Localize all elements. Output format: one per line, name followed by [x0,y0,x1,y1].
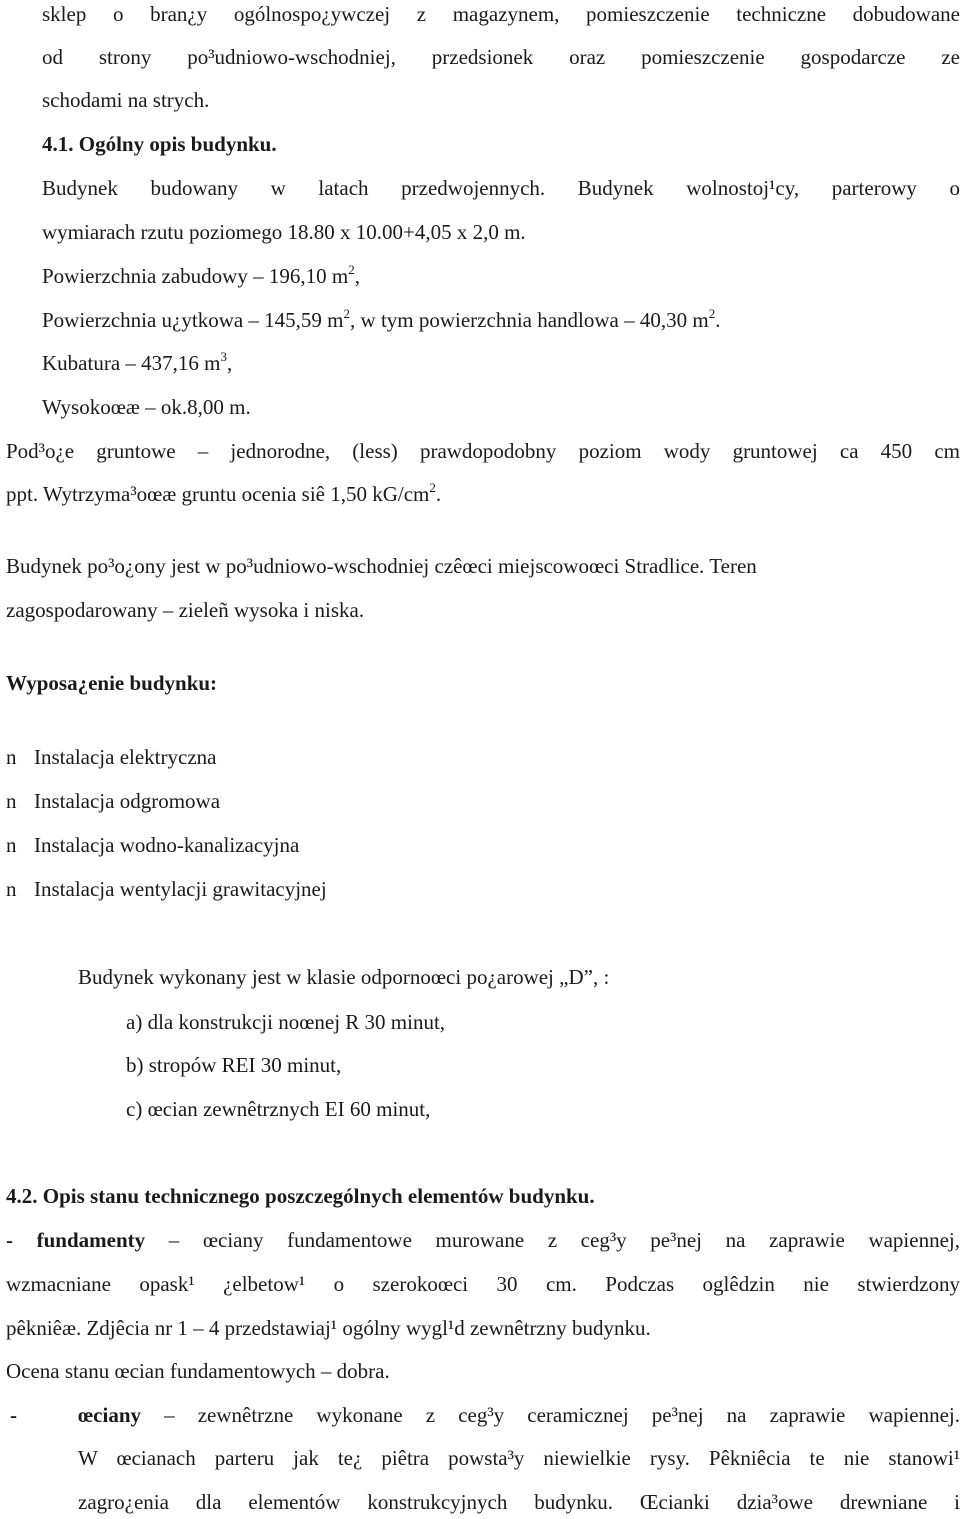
fire-class-item: b) stropów REI 30 minut, [126,1053,342,1077]
location-line-1: Budynek po³o¿ony jest w po³udniowo-wschodniej czêœci miejscowoœci Stradlice. Teren [6,554,757,578]
usable-area [42,306,721,332]
bullet-icon: n [6,877,17,901]
equipment-item [6,791,220,812]
building-height: Wysokoœæ – ok.8,00 m. [42,395,251,419]
equipment-item [6,835,299,856]
fire-class-item: a) dla konstrukcji noœnej R 30 minut, [126,1010,446,1034]
equipment-item [6,879,327,900]
walls-line-1 [78,1405,960,1426]
building-area-comma: , [354,264,360,288]
intro-line-2: od strony po³udniowo-wschodniej, przedsionek oraz pomieszczenie gospodarcze ze [42,45,960,69]
soil-strength-text: ppt. Wytrzyma³oœæ gruntu ocenia siê 1,50 kG/cm [6,482,430,506]
soil-line-1: Pod³o¿e gruntowe – jednorodne, (less) prawdopodobny poziom wody gruntowej ca 450 cm [6,439,960,463]
soil-period: . [435,482,442,506]
commercial-area-text: , w tym powierzchnia handlowa – 40,30 m [350,308,709,332]
usable-area-text: Powierzchnia u¿ytkowa – 145,59 m [42,308,344,332]
fire-class-intro: Budynek wykonany jest w klasie odpornoœci po¿arowej „D”, : [78,965,610,989]
equipment-item-label: Instalacja elektryczna [34,745,217,769]
bullet-icon: n [6,745,17,769]
intro-line-1: sklep o bran¿y ogólnospo¿ywczej z magazynem, pomieszczenie techniczne dobudowane [42,2,960,26]
superscript-2: 2 [348,262,355,277]
building-desc-line-1: Budynek budowany w latach przedwojennych. Budynek wolnostoj¹cy, parterowy o [42,176,960,200]
soil-line-2 [6,480,442,506]
walls-label: œciany [78,1403,141,1427]
walls-text: – zewnêtrzne wykonane z ceg³y ceramicznej pe³nej na zaprawie wapiennej. [141,1403,960,1427]
foundations-line-3: pêkniêæ. Zdjêcia nr 1 – 4 przedstawiaj¹ ogólny wygl¹d zewnêtrzny budynku. [6,1316,651,1340]
equipment-item-label: Instalacja odgromowa [34,789,221,813]
walls-line-3: zagro¿enia dla elementów konstrukcyjnych budynku. Œcianki dzia³owe drewniane i [78,1490,960,1514]
building-area-text: Powierzchnia zabudowy – 196,10 m [42,264,349,288]
section-4-2-heading: 4.2. Opis stanu technicznego poszczególnych elementów budynku. [6,1184,595,1208]
bullet-icon: n [6,833,17,857]
building-desc-line-2: wymiarach rzutu poziomego 18.80 x 10.00+4,05 x 2,0 m. [42,220,526,244]
building-area [42,262,360,288]
superscript-2: 2 [708,306,716,321]
foundations-line-1 [6,1230,960,1251]
usable-area-period: . [715,308,721,332]
equipment-item-label: Instalacja wodno-kanalizacyjna [34,833,300,857]
intro-line-3: schodami na strych. [42,88,210,112]
location-line-2: zagospodarowany – zieleñ wysoka i niska. [6,598,365,622]
walls-line-2: W œcianach parteru jak te¿ piêtra powsta³y niewielkie rysy. Pêkniêcia te nie stanowi¹ [78,1446,960,1470]
fire-class-item: c) œcian zewnêtrznych EI 60 minut, [126,1097,431,1121]
foundations-line-2: wzmacniane opask¹ ¿elbetow¹ o szerokoœci 30 cm. Podczas oglêdzin nie stwierdzony [6,1272,960,1296]
equipment-heading: Wyposa¿enie budynku: [6,671,218,695]
foundations-label: - fundamenty [6,1228,146,1252]
superscript-2: 2 [429,480,436,495]
superscript-2: 2 [343,306,351,321]
cubature-text: Kubatura – 437,16 m [42,351,221,375]
cubature-comma: , [226,351,233,375]
cubature [42,349,233,375]
superscript-3: 3 [220,349,227,364]
foundations-rating: Ocena stanu œcian fundamentowych – dobra. [6,1359,390,1383]
equipment-item [6,747,216,768]
bullet-icon: n [6,789,17,813]
walls-dash: - [10,1403,17,1427]
foundations-text: – œciany fundamentowe murowane z ceg³y pe³nej na zaprawie wapiennej, [145,1228,960,1252]
equipment-item-label: Instalacja wentylacji grawitacyjnej [34,877,327,901]
section-4-1-heading: 4.1. Ogólny opis budynku. [42,132,277,156]
